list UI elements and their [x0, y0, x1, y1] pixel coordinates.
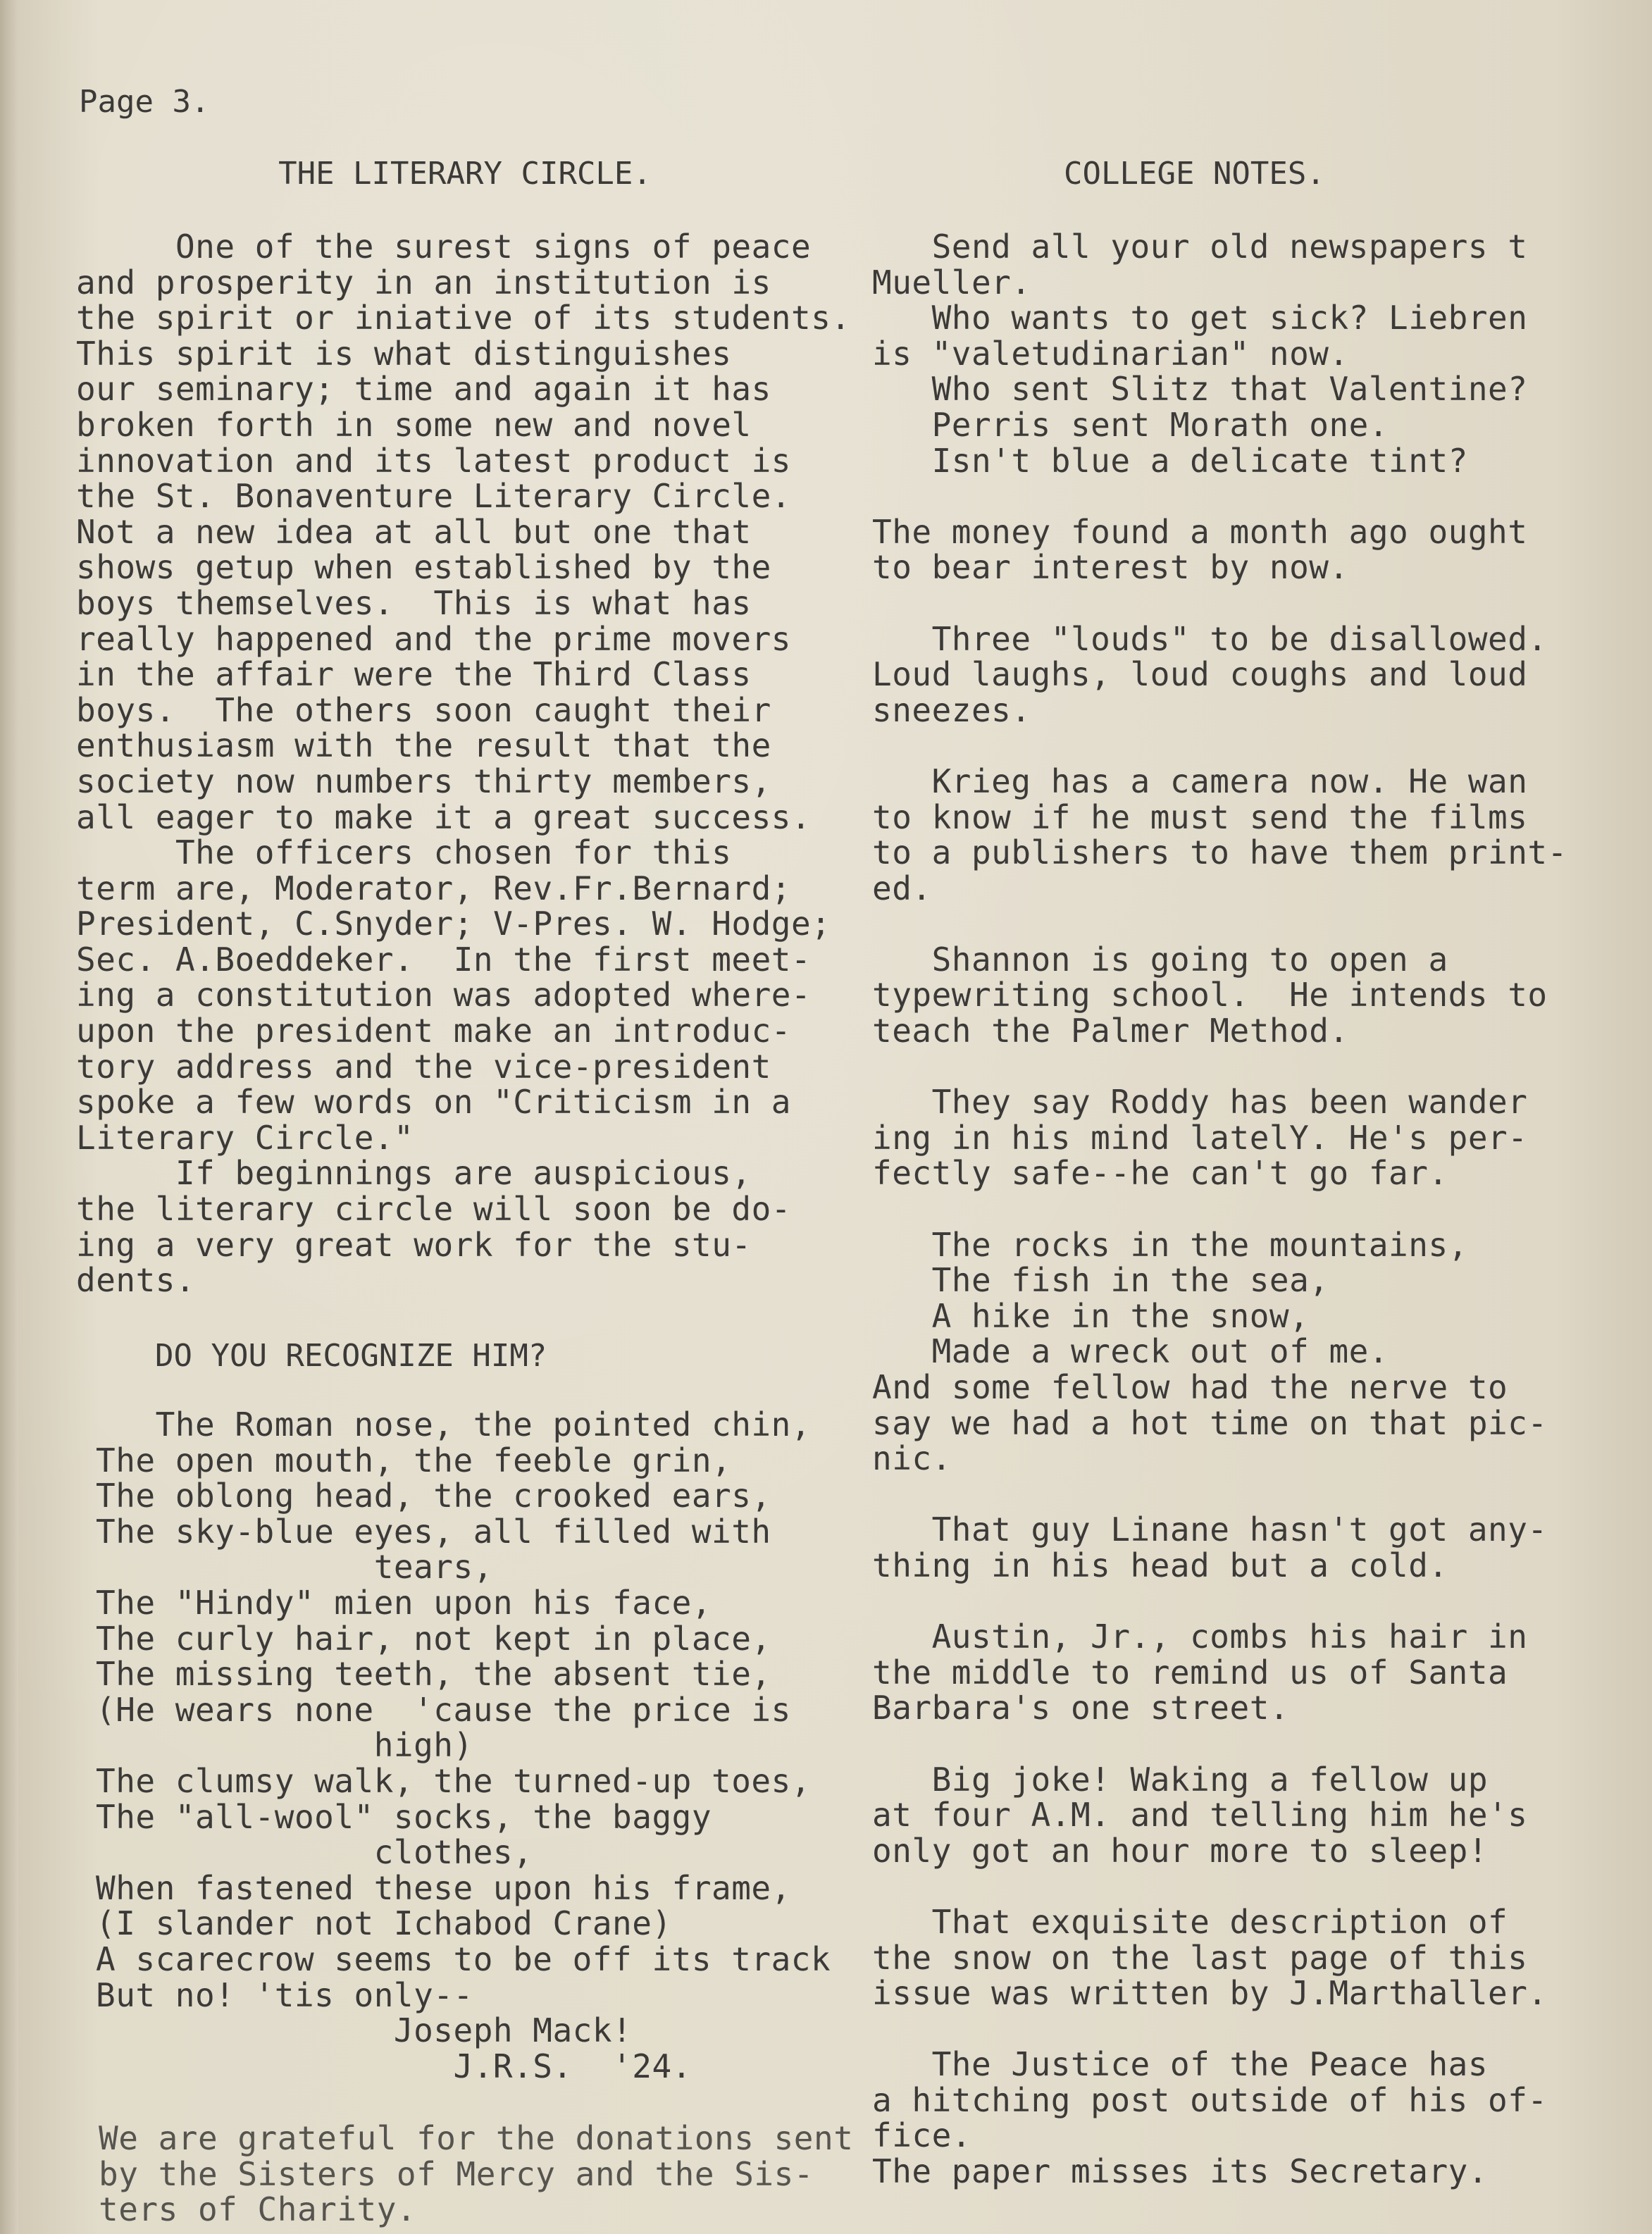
note-line: Krieg has a camera now. He wan	[872, 762, 1528, 800]
note-line: And some fellow had the nerve to	[872, 1368, 1508, 1406]
text-line: all eager to make it a great success.	[76, 798, 812, 836]
note-line: fice.	[872, 2116, 971, 2155]
note-line: ed.	[872, 869, 932, 907]
note-line	[872, 1477, 1567, 1513]
note-line: That guy Linane hasn't got any-	[872, 1510, 1548, 1549]
note-line: The paper misses its Secretary.	[872, 2152, 1489, 2191]
text-line: by the Sisters of Mercy and the Sis-	[99, 2154, 814, 2193]
text-line: ing a constitution was adopted where-	[76, 976, 812, 1014]
note-line: the middle to remind us of Santa	[872, 1653, 1508, 1692]
note-line: only got an hour more to sleep!	[872, 1831, 1489, 1870]
note-line: Mueller.	[872, 263, 1031, 302]
note-line	[872, 728, 1567, 764]
note-line: The money found a month ago ought	[872, 512, 1528, 551]
note-line: The Justice of the Peace has	[872, 2045, 1489, 2084]
text-line: One of the surest signs of peace	[76, 228, 812, 266]
note-line	[872, 1868, 1567, 1904]
note-line: ing in his mind latelY. He's per-	[872, 1118, 1528, 1157]
note-line: Isn't blue a delicate tint?	[872, 441, 1468, 480]
poem-line: The open mouth, the feeble grin,	[96, 1441, 732, 1479]
note-line: typewriting school. He intends to	[872, 976, 1548, 1014]
note-line: Big joke! Waking a fellow up	[872, 1760, 1489, 1799]
note-line: to bear interest by now.	[872, 548, 1349, 587]
text-line: The officers chosen for this	[76, 833, 732, 872]
text-line: society now numbers thirty members,	[76, 762, 771, 800]
note-line	[872, 478, 1567, 514]
note-line: issue was written by J.Marthaller.	[872, 1974, 1548, 2013]
text-line: term are, Moderator, Rev.Fr.Bernard;	[76, 869, 791, 907]
poem-line: clothes,	[96, 1833, 533, 1872]
poem-line: The missing teeth, the absent tie,	[96, 1655, 771, 1694]
poem-line: The "Hindy" mien upon his face,	[96, 1583, 712, 1622]
text-line: This spirit is what distinguishes	[76, 334, 732, 373]
text-line: President, C.Snyder; V-Pres. W. Hodge;	[76, 905, 831, 943]
poem-line: Joseph Mack!	[96, 2011, 633, 2050]
note-line	[872, 585, 1567, 621]
note-line	[872, 1584, 1567, 1620]
page-edge	[0, 0, 18, 2234]
text-line: If beginnings are auspicious,	[76, 1154, 752, 1193]
note-line: is "valetudinarian" now.	[872, 334, 1349, 373]
text-line: ters of Charity.	[99, 2190, 417, 2229]
donations-note	[99, 2121, 853, 2228]
poem-line: A scarecrow seems to be off its track	[96, 1940, 831, 1978]
note-line: sneezes.	[872, 690, 1031, 729]
poem-line: J.R.S. '24.	[96, 2047, 692, 2085]
note-line: The rocks in the mountains,	[872, 1225, 1468, 1264]
text-line: dents.	[76, 1261, 196, 1300]
text-line: Sec. A.Boeddeker. In the first meet-	[76, 940, 812, 979]
text-line: our seminary; time and again it has	[76, 370, 771, 409]
note-line: That exquisite description of	[872, 1902, 1508, 1941]
note-line: teach the Palmer Method.	[872, 1012, 1349, 1050]
note-line: to know if he must send the films	[872, 798, 1528, 836]
note-line: They say Roddy has been wander	[872, 1083, 1528, 1122]
note-line: Austin, Jr., combs his hair in	[872, 1618, 1528, 1656]
literary-circle-body	[76, 229, 851, 1298]
text-line: the spirit or iniative of its students.	[76, 299, 851, 337]
poem-line: (I slander not Ichabod Crane)	[96, 1904, 672, 1943]
note-line: Loud laughs, loud coughs and loud	[872, 655, 1528, 694]
note-line: A hike in the snow,	[872, 1296, 1310, 1335]
poem-line: (He wears none 'cause the price is	[96, 1690, 791, 1729]
note-line: fectly safe--he can't go far.	[872, 1154, 1448, 1193]
text-line: Not a new idea at all but one that	[76, 512, 752, 551]
note-line: Made a wreck out of me.	[872, 1332, 1389, 1371]
note-line: at four A.M. and telling him he's	[872, 1796, 1528, 1835]
text-line: We are grateful for the donations sent	[99, 2119, 854, 2157]
text-line: the St. Bonaventure Literary Circle.	[76, 477, 791, 516]
text-line: innovation and its latest product is	[76, 441, 791, 480]
note-line	[872, 1726, 1567, 1762]
note-line: Barbara's one street.	[872, 1689, 1290, 1727]
text-line: and prosperity in an institution is	[76, 263, 771, 302]
poem-line: The curly hair, not kept in place,	[96, 1619, 771, 1658]
poem-line: high)	[96, 1726, 473, 1765]
literary-circle-title: THE LITERARY CIRCLE.	[278, 156, 652, 192]
poem-line: The "all-wool" socks, the baggy	[96, 1797, 712, 1836]
text-line: spoke a few words on "Criticism in a	[76, 1083, 791, 1122]
note-line: nic.	[872, 1439, 952, 1478]
note-line: Shannon is going to open a	[872, 940, 1448, 979]
poem-line: tears,	[96, 1548, 493, 1587]
text-line: enthusiasm with the result that the	[76, 726, 771, 765]
page-number: Page 3.	[79, 84, 210, 120]
text-line: upon the president make an introduc-	[76, 1012, 791, 1050]
text-line: shows getup when established by the	[76, 548, 771, 587]
note-line: a hitching post outside of his of-	[872, 2080, 1548, 2119]
poem-line: The oblong head, the crooked ears,	[96, 1477, 771, 1515]
note-line: Who sent Slitz that Valentine?	[872, 370, 1528, 409]
note-line	[872, 906, 1567, 942]
text-line: boys. The others soon caught their	[76, 690, 771, 729]
text-line: ing a very great work for the stu-	[76, 1225, 752, 1264]
note-line: The fish in the sea,	[872, 1261, 1329, 1300]
note-line: Send all your old newspapers t	[872, 228, 1528, 266]
note-line: to a publishers to have them print-	[872, 833, 1567, 872]
text-line: broken forth in some new and novel	[76, 405, 752, 444]
note-line: Who wants to get sick? Liebren	[872, 299, 1528, 337]
college-notes-body	[872, 229, 1567, 2190]
poem-line: But no! 'tis only--	[96, 1975, 473, 2014]
poem-line: The sky-blue eyes, all filled with	[96, 1512, 771, 1551]
note-line: thing in his head but a cold.	[872, 1546, 1448, 1584]
note-line: Three "louds" to be disallowed.	[872, 619, 1548, 658]
poem-line: The Roman nose, the pointed chin,	[96, 1405, 811, 1444]
text-line: really happened and the prime movers	[76, 619, 791, 658]
poem-line: When fastened these upon his frame,	[96, 1868, 791, 1907]
poem-line: The clumsy walk, the turned-up toes,	[96, 1761, 811, 1800]
note-line	[872, 1191, 1567, 1227]
note-line	[872, 2011, 1567, 2047]
text-line: boys themselves. This is what has	[76, 583, 752, 622]
note-line: the snow on the last page of this	[872, 1938, 1528, 1977]
note-line: say we had a hot time on that pic-	[872, 1403, 1548, 1442]
note-line: Perris sent Morath one.	[872, 405, 1389, 444]
text-line: Literary Circle."	[76, 1118, 414, 1157]
text-line: tory address and the vice-president	[76, 1047, 771, 1086]
text-line: the literary circle will soon be do-	[76, 1190, 791, 1229]
note-line	[872, 1049, 1567, 1085]
text-line: in the affair were the Third Class	[76, 655, 752, 694]
recognize-him-title: DO YOU RECOGNIZE HIM?	[155, 1338, 547, 1374]
college-notes-title: COLLEGE NOTES.	[1064, 156, 1325, 192]
recognize-him-poem	[96, 1407, 831, 2084]
